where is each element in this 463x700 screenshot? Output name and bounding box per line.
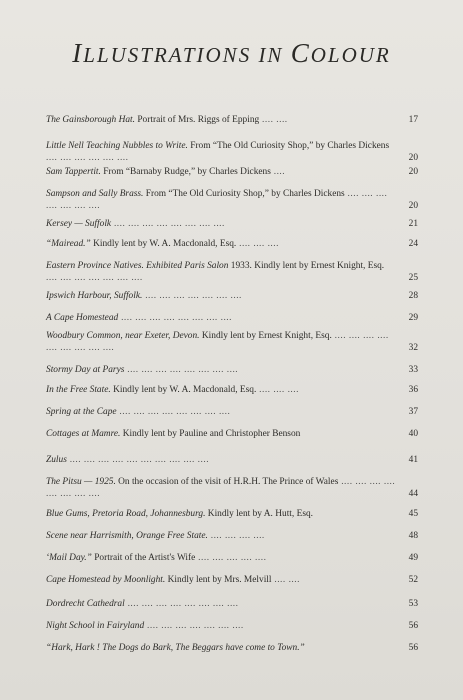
entry-text xyxy=(46,188,418,212)
page-number: 20 xyxy=(408,153,418,163)
page-number: 20 xyxy=(408,201,418,211)
entry-title: “Hark, Hark ! The Dogs do Bark, The Beggars have come to Town.” xyxy=(46,643,305,653)
entry-title: Woodbury Common, near Exeter, Devon. xyxy=(46,331,200,341)
page-number: 33 xyxy=(408,365,418,375)
dot-leader: .... .... .... .... .... .... .... .... xyxy=(46,477,396,499)
entry-title: Dordrecht Cathedral xyxy=(46,599,125,609)
entry-text xyxy=(46,238,418,250)
dot-leader: .... .... .... .... .... .... .... .... .... xyxy=(46,331,389,353)
entry-note: Portrait of the Artist's Wife xyxy=(91,553,196,563)
list-item xyxy=(46,428,418,440)
entry-text xyxy=(46,530,418,542)
list-item xyxy=(46,290,418,302)
entry-title: Spring at the Cape xyxy=(46,407,117,417)
dot-leader: .... .... .... .... .... .... .... .... xyxy=(118,313,232,323)
dot-leader: .... .... xyxy=(259,115,288,125)
entry-text xyxy=(46,384,418,396)
entry-title: “Mairead.” xyxy=(46,239,91,249)
page-number: 20 xyxy=(408,167,418,177)
list-item xyxy=(46,364,418,376)
entry-note: Kindly lent by Mrs. Melvill xyxy=(165,575,272,585)
page-number: 48 xyxy=(408,531,418,541)
page-number: 44 xyxy=(408,489,418,499)
page-number: 52 xyxy=(408,575,418,585)
entry-text xyxy=(46,218,418,230)
page-number: 49 xyxy=(408,553,418,563)
entry-text xyxy=(46,312,418,324)
page-number: 24 xyxy=(408,239,418,249)
list-item xyxy=(46,476,418,500)
entry-title: Eastern Province Natives. Exhibited Paris Salon xyxy=(46,261,229,271)
entry-title: Scene near Harrismith, Orange Free State. xyxy=(46,531,208,541)
page-number: 36 xyxy=(408,385,418,395)
title-part: LLUSTRATIONS IN xyxy=(83,43,291,67)
entry-note: Kindly lent by W. A. Macdonald, Esq. xyxy=(90,239,237,249)
list-item xyxy=(46,312,418,324)
entry-text xyxy=(46,166,418,178)
entry-title: Ipswich Harbour, Suffolk. xyxy=(46,291,143,301)
entry-text xyxy=(46,454,418,466)
page-title xyxy=(0,38,463,69)
page-number: 29 xyxy=(408,313,418,323)
page-number: 53 xyxy=(408,599,418,609)
entry-text xyxy=(46,114,418,126)
entry-text xyxy=(46,574,418,586)
page-number: 17 xyxy=(408,115,418,125)
entry-title: Zulus xyxy=(46,455,67,465)
list-item xyxy=(46,620,418,632)
entry-title: Cape Homestead by Moonlight. xyxy=(46,575,166,585)
entry-title: ‘Mail Day.” xyxy=(46,553,92,563)
entry-text xyxy=(46,476,418,500)
title-initial-2: C xyxy=(290,38,311,68)
list-item xyxy=(46,552,418,564)
list-item xyxy=(46,598,418,610)
entry-note: From “Barnaby Rudge,” by Charles Dickens xyxy=(100,167,271,177)
dot-leader: .... .... .... .... .... .... .... xyxy=(46,189,388,211)
page-number: 41 xyxy=(408,455,418,465)
dot-leader: .... .... .... .... .... .... xyxy=(46,153,129,163)
list-item xyxy=(46,260,418,284)
entry-title: Little Nell Teaching Nubbles to Write. xyxy=(46,141,188,151)
page-number: 40 xyxy=(408,429,418,439)
page-number: 56 xyxy=(408,643,418,653)
entry-title: The Pitsu — 1925. xyxy=(46,477,116,487)
dot-leader: .... .... .... .... .... .... .... xyxy=(144,621,244,631)
entry-title: Stormy Day at Parys xyxy=(46,365,125,375)
entry-text xyxy=(46,642,418,654)
dot-leader: .... .... xyxy=(271,575,300,585)
page-number: 45 xyxy=(408,509,418,519)
list-item xyxy=(46,114,418,126)
entry-title: The Gainsborough Hat. xyxy=(46,115,135,125)
entry-text xyxy=(46,508,418,520)
entry-text xyxy=(46,140,418,164)
list-item xyxy=(46,238,418,250)
page-number: 37 xyxy=(408,407,418,417)
title-part-2: OLOUR xyxy=(310,43,391,67)
entry-text xyxy=(46,260,418,284)
page-number: 56 xyxy=(408,621,418,631)
entry-title: Kersey — Suffolk xyxy=(46,219,112,229)
entry-text xyxy=(46,552,418,564)
list-item xyxy=(46,384,418,396)
dot-leader: .... .... .... .... xyxy=(207,531,265,541)
entry-text xyxy=(46,290,418,302)
entry-text xyxy=(46,620,418,632)
page-number: 28 xyxy=(408,291,418,301)
dot-leader: .... .... .... xyxy=(236,239,279,249)
entry-note: From “The Old Curiosity Shop,” by Charles Dickens xyxy=(143,189,345,199)
entry-note: Kindly lent by W. A. Macdonald, Esq. xyxy=(110,385,257,395)
dot-leader: .... .... .... .... .... .... .... .... .... .... xyxy=(66,455,210,465)
page-number: 32 xyxy=(408,343,418,353)
list-item xyxy=(46,642,418,654)
entry-title: Cottages at Mamre. xyxy=(46,429,121,439)
entry-note: Kindly lent by A. Hutt, Esq. xyxy=(205,509,314,519)
entry-title: Sampson and Sally Brass. xyxy=(46,189,144,199)
title-initial: I xyxy=(72,38,84,68)
list-item xyxy=(46,188,418,212)
entry-note: Portrait of Mrs. Riggs of Epping xyxy=(134,115,260,125)
list-item xyxy=(46,406,418,418)
entry-note: Kindly lent by Pauline and Christopher Benson xyxy=(120,429,301,439)
entry-note: Kindly lent by Ernest Knight, Esq. xyxy=(199,331,332,341)
page-number: 25 xyxy=(408,273,418,283)
list-item xyxy=(46,530,418,542)
list-item xyxy=(46,508,418,520)
dot-leader: .... .... .... .... .... .... .... .... xyxy=(124,599,239,609)
page-number: 21 xyxy=(408,219,418,229)
dot-leader: .... .... .... .... .... .... .... .... xyxy=(111,219,225,229)
entry-text xyxy=(46,330,418,354)
list-item xyxy=(46,140,418,164)
dot-leader: .... .... .... .... .... .... .... xyxy=(142,291,242,301)
entry-note: On the occasion of the visit of H.R.H. The Prince of Wales xyxy=(115,477,339,487)
list-item xyxy=(46,574,418,586)
dot-leader: .... .... .... .... .... xyxy=(195,553,267,563)
dot-leader: .... .... .... .... .... .... .... .... xyxy=(124,365,239,375)
dot-leader: .... xyxy=(270,167,286,177)
entry-title: Blue Gums, Pretoria Road, Johannesburg. xyxy=(46,509,206,519)
dot-leader: .... .... .... .... .... .... .... xyxy=(46,273,143,283)
entry-text xyxy=(46,598,418,610)
list-item xyxy=(46,166,418,178)
entry-note: From “The Old Curiosity Shop,” by Charles Dickens xyxy=(187,141,390,151)
dot-leader: .... .... .... .... .... .... .... .... xyxy=(116,407,231,417)
entry-title: Sam Tappertit. xyxy=(46,167,101,177)
entry-title: Night School in Fairyland xyxy=(46,621,145,631)
entry-text xyxy=(46,428,418,440)
entry-title: A Cape Homestead xyxy=(46,313,119,323)
entry-text xyxy=(46,406,418,418)
entry-title: In the Free State. xyxy=(46,385,111,395)
entry-note: 1933. Kindly lent by Ernest Knight, Esq. xyxy=(228,261,385,271)
list-item xyxy=(46,330,418,354)
list-item xyxy=(46,218,418,230)
entry-text xyxy=(46,364,418,376)
dot-leader: .... .... .... xyxy=(256,385,299,395)
list-item xyxy=(46,454,418,466)
